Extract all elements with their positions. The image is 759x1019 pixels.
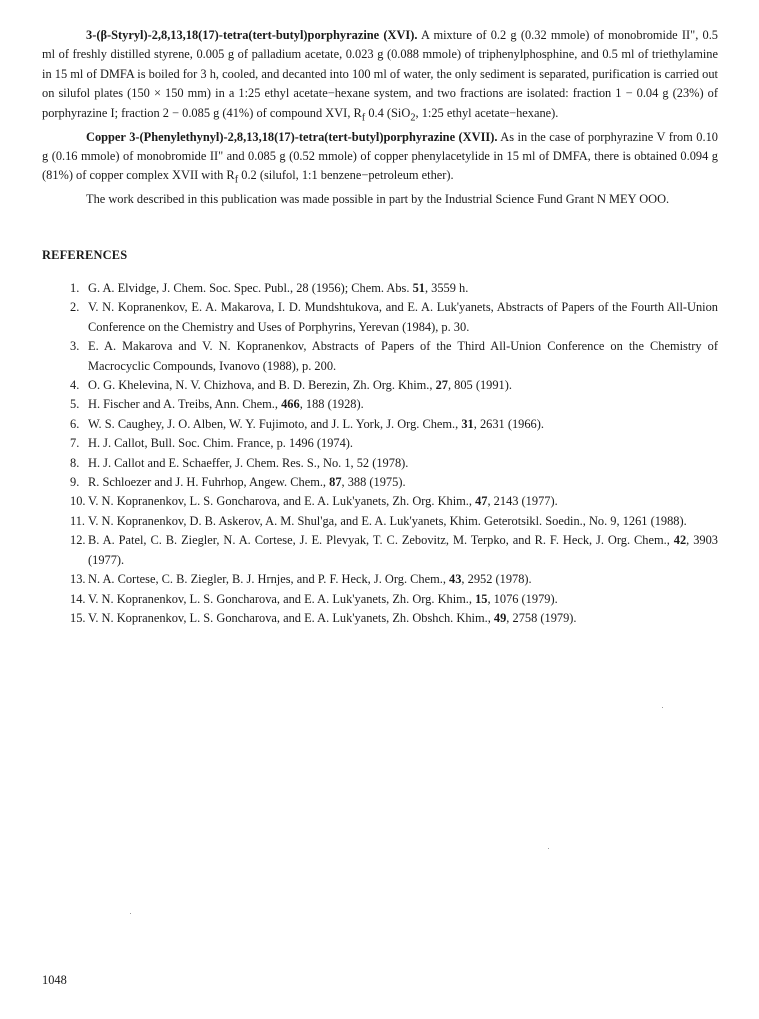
references-heading: REFERENCES xyxy=(42,247,128,262)
reference-item xyxy=(42,454,718,473)
procedure-text: As in the case of porphyrazine V from 0.10 g (0.16 mmole) of monobromide II" and 0.085 g (0.52 mmole) of copper phenylacetylide in 15 ml of DMFA, there is obtained 0.094 g (81%) of copper complex XVII with R xyxy=(42,129,718,183)
procedure-text: 0.2 (silufol, 1:1 benzene−petroleum ether). xyxy=(238,168,454,183)
reference-pages: , 2143 (1977). xyxy=(487,494,558,509)
reference-text xyxy=(88,609,718,628)
reference-item xyxy=(42,279,718,298)
reference-number-label: 2. xyxy=(70,300,80,315)
reference-pages: , 388 (1975). xyxy=(341,475,406,490)
reference-number-label: 12. xyxy=(70,533,86,548)
reference-list xyxy=(42,279,718,628)
acknowledgment-paragraph: The work described in this publication was made possible in part by the Industrial Science Fund Grant N MEY OOO. xyxy=(86,192,670,207)
reference-citation: H. J. Callot and E. Schaeffer, J. Chem. Res. S., No. 1, 52 (1978). xyxy=(88,455,409,470)
reference-pages: , 3559 h. xyxy=(424,281,469,295)
reference-item xyxy=(42,415,718,434)
procedure-text: , 1:25 ethyl acetate−hexane). xyxy=(415,105,559,120)
reference-pages: , 2952 (1978). xyxy=(461,572,532,587)
reference-item xyxy=(42,570,718,589)
procedure-text: 0.4 (SiO xyxy=(365,105,411,120)
reference-number xyxy=(42,415,88,434)
reference-pages: , 2758 (1979). xyxy=(506,610,577,625)
reference-number xyxy=(42,609,88,628)
reference-item xyxy=(42,512,718,531)
reference-number-label: 9. xyxy=(70,475,80,490)
reference-text xyxy=(88,531,718,570)
subscript-2: 2 xyxy=(410,112,416,124)
experimental-paragraph-xvi xyxy=(42,26,718,128)
reference-pages: , 2631 (1966). xyxy=(473,416,544,431)
scan-speck xyxy=(662,707,663,708)
reference-number-label: 5. xyxy=(70,397,80,412)
reference-number-label: 8. xyxy=(70,455,80,470)
reference-number xyxy=(42,298,88,317)
reference-item xyxy=(42,609,718,628)
reference-number xyxy=(42,395,88,414)
reference-citation: B. A. Patel, C. B. Ziegler, N. A. Cortese, J. E. Plevyak, T. C. Zebovitz, M. Terpko, and R. F. Heck, J. Org. Chem., xyxy=(88,533,674,548)
reference-citation: O. G. Khelevina, N. V. Chizhova, and B. D. Berezin, Zh. Org. Khim., xyxy=(88,378,436,393)
reference-volume: 466 xyxy=(281,397,300,412)
reference-volume: 27 xyxy=(435,378,448,393)
reference-citation: V. N. Kopranenkov, L. S. Goncharova, and E. A. Luk'yanets, Zh. Org. Khim., xyxy=(88,494,476,509)
reference-number xyxy=(42,454,88,473)
reference-number xyxy=(42,512,88,531)
reference-citation: V. N. Kopranenkov, L. S. Goncharova, and E. A. Luk'yanets, Zh. Obshch. Khim., xyxy=(88,610,494,625)
reference-text xyxy=(88,415,718,434)
reference-item xyxy=(42,395,718,414)
reference-text xyxy=(88,298,718,337)
reference-item xyxy=(42,376,718,395)
scan-speck xyxy=(130,913,131,914)
reference-number xyxy=(42,337,88,356)
reference-number-label: 7. xyxy=(70,436,80,451)
reference-pages: , 805 (1991). xyxy=(447,378,512,393)
subscript-f: f xyxy=(361,112,366,124)
subscript-f: f xyxy=(234,174,239,186)
reference-text xyxy=(88,473,718,492)
reference-text xyxy=(88,434,718,453)
paper-page xyxy=(42,26,718,628)
reference-volume: 31 xyxy=(461,416,474,431)
reference-citation: R. Schloezer and J. H. Fuhrhop, Angew. Chem., xyxy=(88,475,330,490)
reference-item xyxy=(42,473,718,492)
reference-volume: 43 xyxy=(449,572,462,587)
reference-citation: H. J. Callot, Bull. Soc. Chim. France, p. 1496 (1974). xyxy=(88,436,354,451)
reference-pages: , 3903 (1977). xyxy=(88,533,719,567)
reference-number xyxy=(42,376,88,395)
reference-item xyxy=(42,531,718,570)
reference-number xyxy=(42,434,88,453)
reference-text xyxy=(88,279,718,298)
reference-text xyxy=(88,590,718,609)
scan-speck xyxy=(548,848,549,849)
reference-citation: V. N. Kopranenkov, D. B. Askerov, A. M. Shul'ga, and E. A. Luk'yanets, Khim. Geterotsikl. Soedin., No. 9, 1261 (1988). xyxy=(88,513,687,528)
reference-item xyxy=(42,492,718,511)
reference-number xyxy=(42,492,88,511)
reference-pages: , 188 (1928). xyxy=(299,397,364,412)
reference-citation: E. A. Makarova and V. N. Kopranenkov, Abstracts of Papers of the Third All-Union Conference on the Chemistry of Macrocyclic Compounds, Ivanovo (1988), p. 200. xyxy=(88,339,718,373)
reference-text xyxy=(88,337,718,376)
compound-xvi-title: 3-(β-Styryl)-2,8,13,18(17)-tetra(tert-butyl)porphyrazine (XVI). xyxy=(86,28,418,42)
reference-number-label: 3. xyxy=(70,339,80,354)
reference-number-label: 15. xyxy=(70,610,86,625)
reference-number-label: 1. xyxy=(70,281,80,295)
procedure-text: A mixture of 0.2 g (0.32 mmole) of monobromide II", 0.5 ml of freshly distilled styrene, 0.005 g of palladium acetate, 0.023 g (0.088 mmole) of triphenylphosphine, and 0.5 ml of triethylamine in 15 ml of DMFA is boiled for 3 h, cooled, and decanted into 100 ml of water, the only sediment is separated, purification is carried out on silufol plates (150 × 150 mm) in a 1:25 ethyl acetate−hexane system, and two fractions are isolated: fraction 1 − 0.04 g (23%) of porphyrazine I; fraction 2 − 0.085 g (41%) of compound XVI, R xyxy=(42,28,718,120)
reference-number xyxy=(42,531,88,550)
reference-citation: W. S. Caughey, J. O. Alben, W. Y. Fujimoto, and J. L. York, J. Org. Chem., xyxy=(88,416,462,431)
reference-text xyxy=(88,395,718,414)
reference-text xyxy=(88,492,718,511)
reference-item xyxy=(42,434,718,453)
reference-text xyxy=(88,570,718,589)
reference-citation: V. N. Kopranenkov, E. A. Makarova, I. D. Mundshtukova, and E. A. Luk'yanets, Abstracts of Papers of the Fourth All-Union Conference on the Chemistry and Uses of Porphyrins, Yerevan (1984), p. 30. xyxy=(88,300,718,334)
reference-volume: 42 xyxy=(673,533,687,548)
reference-citation: G. A. Elvidge, J. Chem. Soc. Spec. Publ., 28 (1956); Chem. Abs. xyxy=(88,281,413,295)
reference-number-label: 11. xyxy=(70,513,86,528)
reference-citation: H. Fischer and A. Treibs, Ann. Chem., xyxy=(88,397,282,412)
page-number: 1048 xyxy=(42,973,67,987)
experimental-paragraph-xvii xyxy=(42,128,718,191)
reference-volume: 15 xyxy=(475,591,488,606)
reference-number-label: 4. xyxy=(70,378,80,393)
reference-number-label: 13. xyxy=(70,572,86,587)
reference-number-label: 14. xyxy=(70,591,86,606)
reference-text xyxy=(88,512,718,531)
reference-pages: , 1076 (1979). xyxy=(487,591,558,606)
reference-number xyxy=(42,590,88,609)
reference-number-label: 10. xyxy=(70,494,86,509)
reference-citation: V. N. Kopranenkov, L. S. Goncharova, and E. A. Luk'yanets, Zh. Org. Khim., xyxy=(88,591,476,606)
reference-text xyxy=(88,376,718,395)
reference-number xyxy=(42,279,88,298)
reference-number xyxy=(42,570,88,589)
reference-volume: 51 xyxy=(412,281,425,295)
reference-text xyxy=(88,454,718,473)
reference-citation: N. A. Cortese, C. B. Ziegler, B. J. Hrnjes, and P. F. Heck, J. Org. Chem., xyxy=(88,572,450,587)
reference-number-label: 6. xyxy=(70,416,80,431)
reference-volume: 47 xyxy=(475,494,488,509)
reference-volume: 87 xyxy=(329,475,342,490)
reference-number xyxy=(42,473,88,492)
reference-item xyxy=(42,298,718,337)
reference-item xyxy=(42,590,718,609)
compound-xvii-title: Copper 3-(Phenylethynyl)-2,8,13,18(17)-tetra(tert-butyl)porphyrazine (XVII). xyxy=(86,129,498,144)
reference-volume: 49 xyxy=(493,610,507,625)
reference-item xyxy=(42,337,718,376)
